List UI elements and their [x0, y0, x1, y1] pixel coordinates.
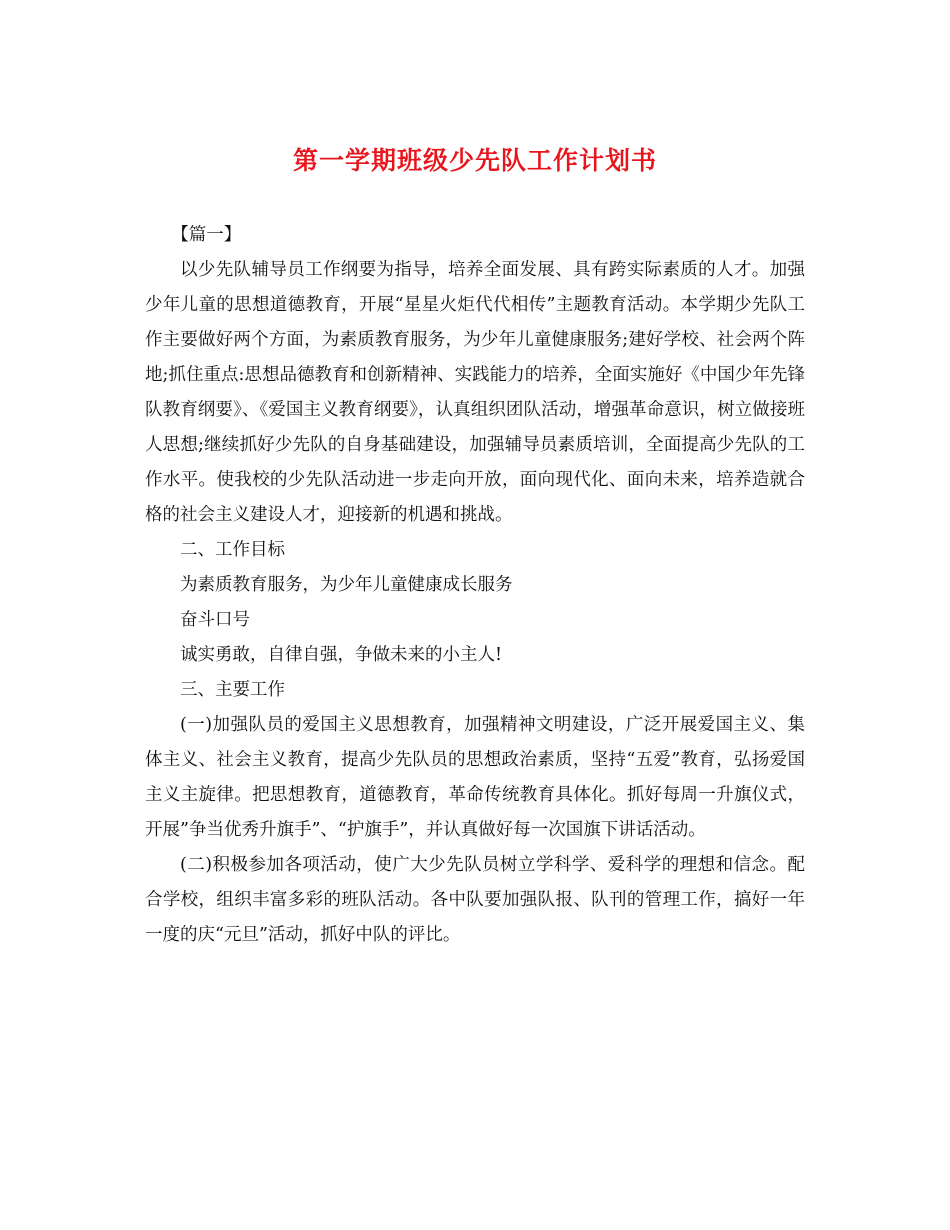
main-work-item-2: (二)积极参加各项活动，使广大少先队员树立学科学、爱科学的理想和信念。配合学校，组织丰富多彩的班队活动。各中队要加强队报、队刊的管理工作，搞好一年一度的庆“元旦”活动，抓好中队的评比。 — [145, 855, 805, 945]
section-label: 【篇一】 — [171, 225, 242, 245]
goals-text: 为素质教育服务，为少年儿童健康成长服务 — [180, 575, 513, 595]
document-title: 第一学期班级少先队工作计划书 — [292, 146, 657, 175]
slogan-text: 诚实勇敢，自律自强，争做未来的小主人! — [180, 645, 503, 665]
slogan-heading: 奋斗口号 — [180, 610, 250, 630]
intro-paragraph: 以少先队辅导员工作纲要为指导，培养全面发展、具有跨实际素质的人才。加强少年儿童的思想道德教育，开展“星星火炬代代相传”主题教育活动。本学期少先队工作主要做好两个方面，为素质教育服务，为少年儿童健康服务;建好学校、社会两个阵地;抓住重点:思想品德教育和创新精神、实践能力的培养，全面实施好《中国少年先锋队教育纲要》、《爱国主义教育纲要》，认真组织团队活动，增强革命意识，树立做接班人思想;继续抓好少先队的自身基础建设，加强辅导员素质培训，全面提高少先队的工作水平。使我校的少先队活动进一步走向开放，面向现代化、面向未来，培养造就合格的社会主义建设人才，迎接新的机遇和挑战。 — [145, 260, 805, 525]
section-heading-goals: 二、工作目标 — [180, 540, 285, 560]
document-body — [145, 218, 805, 953]
main-work-item-1: (一)加强队员的爱国主义思想教育，加强精神文明建设，广泛开展爱国主义、集体主义、社会主义教育，提高少先队员的思想政治素质，坚持“五爱”教育，弘扬爱国主义主旋律。把思想教育，道德教育，革命传统教育具体化。抓好每周一升旗仪式，开展”争当优秀升旗手”、“护旗手”，并认真做好每一次国旗下讲话活动。 — [145, 715, 805, 840]
section-heading-main-work: 三、主要工作 — [180, 680, 285, 700]
